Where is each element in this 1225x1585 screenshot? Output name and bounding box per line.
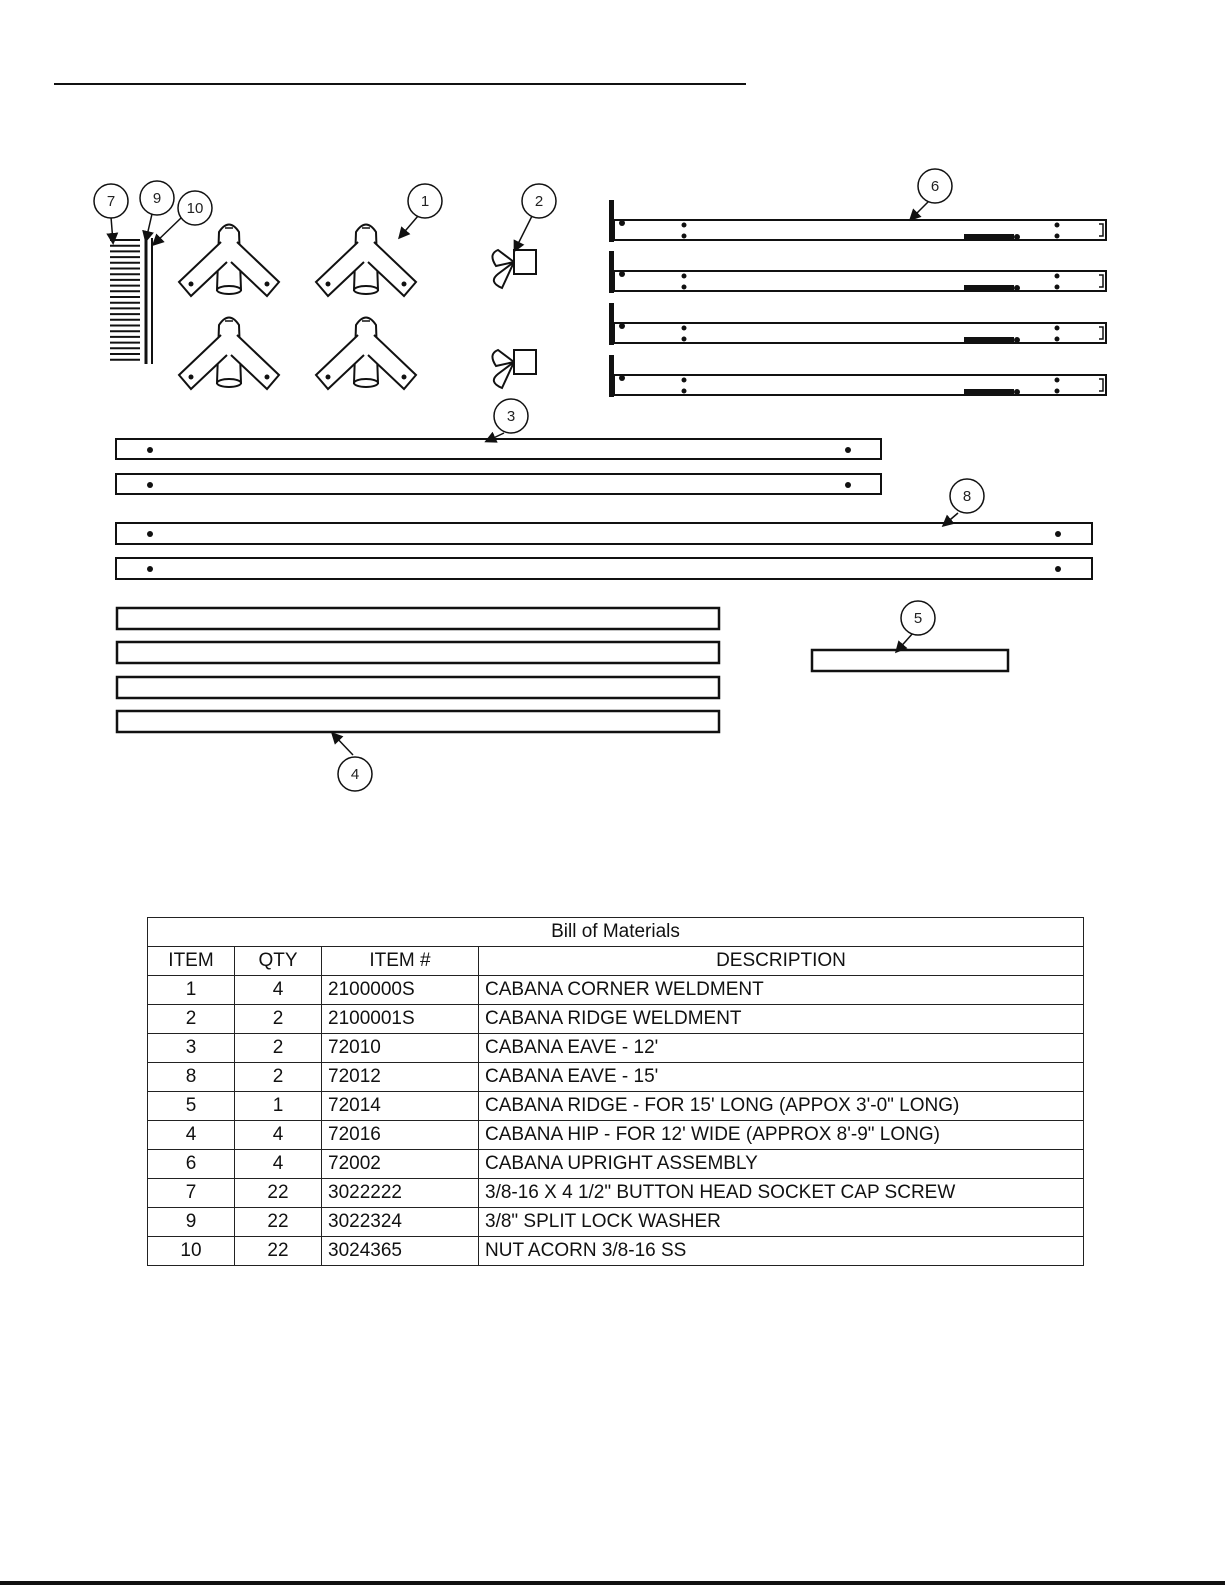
cell-item: 10 [148, 1237, 235, 1266]
ridge-bar [812, 650, 1008, 671]
cell-qty: 22 [235, 1237, 322, 1266]
cell-item: 4 [148, 1121, 235, 1150]
cell-item-number: 3022324 [322, 1208, 479, 1237]
table-row [148, 1150, 1084, 1179]
cell-description: CABANA EAVE - 15' [479, 1063, 1084, 1092]
table-row [148, 1121, 1084, 1150]
eave-15 [116, 523, 1092, 579]
col-header-description: DESCRIPTION [479, 947, 1084, 976]
callout-9: 9 [152, 190, 162, 207]
callout-7: 7 [106, 193, 116, 210]
cell-description: 3/8-16 X 4 1/2" BUTTON HEAD SOCKET CAP SCREW [479, 1179, 1084, 1208]
corner-weldment-1 [179, 225, 279, 297]
callout-6: 6 [930, 178, 940, 195]
cell-qty: 4 [235, 976, 322, 1005]
cell-description: CABANA HIP - FOR 12' WIDE (APPROX 8'-9" LONG) [479, 1121, 1084, 1150]
cell-item: 2 [148, 1005, 235, 1034]
corner-weldment-4 [316, 318, 416, 390]
cell-item: 5 [148, 1092, 235, 1121]
callout-8: 8 [962, 488, 972, 505]
col-header-item-number: ITEM # [322, 947, 479, 976]
ridge-weldment-2 [492, 350, 536, 388]
cell-item-number: 2100000S [322, 976, 479, 1005]
cell-item: 8 [148, 1063, 235, 1092]
cell-qty: 2 [235, 1063, 322, 1092]
footer-rule [0, 1581, 1225, 1585]
cell-description: CABANA CORNER WELDMENT [479, 976, 1084, 1005]
table-row [148, 1208, 1084, 1237]
cell-description: CABANA RIDGE WELDMENT [479, 1005, 1084, 1034]
cell-qty: 2 [235, 1034, 322, 1063]
upright-4 [609, 355, 1106, 397]
cell-qty: 22 [235, 1208, 322, 1237]
cell-item: 9 [148, 1208, 235, 1237]
cell-qty: 4 [235, 1121, 322, 1150]
table-row [148, 1237, 1084, 1266]
callout-10: 10 [186, 200, 204, 217]
col-header-item: ITEM [148, 947, 235, 976]
bom-title: Bill of Materials [148, 918, 1084, 947]
table-row [148, 1034, 1084, 1063]
upright-2 [609, 251, 1106, 293]
cell-description: CABANA RIDGE - FOR 15' LONG (APPOX 3'-0" LONG) [479, 1092, 1084, 1121]
fastener-bundle [110, 238, 152, 364]
cell-item-number: 72002 [322, 1150, 479, 1179]
eave-12 [116, 439, 881, 494]
cell-description: CABANA UPRIGHT ASSEMBLY [479, 1150, 1084, 1179]
cell-qty: 1 [235, 1092, 322, 1121]
cell-item-number: 72016 [322, 1121, 479, 1150]
hip-bars [117, 608, 719, 732]
cell-description: CABANA EAVE - 12' [479, 1034, 1084, 1063]
table-row [148, 1179, 1084, 1208]
cell-item-number: 3022222 [322, 1179, 479, 1208]
table-row [148, 1092, 1084, 1121]
cell-item: 7 [148, 1179, 235, 1208]
upright-1 [609, 200, 1106, 242]
callout-4: 4 [350, 766, 360, 783]
callout-2: 2 [534, 193, 544, 210]
cell-item: 6 [148, 1150, 235, 1179]
cell-item: 3 [148, 1034, 235, 1063]
corner-weldment-3 [179, 318, 279, 390]
callout-5: 5 [913, 610, 923, 627]
bill-of-materials-table [147, 917, 1084, 1266]
cell-qty: 22 [235, 1179, 322, 1208]
cell-item-number: 72014 [322, 1092, 479, 1121]
callout-3: 3 [506, 408, 516, 425]
ridge-weldment-1 [492, 250, 536, 288]
cell-qty: 4 [235, 1150, 322, 1179]
cell-qty: 2 [235, 1005, 322, 1034]
upright-3 [609, 303, 1106, 345]
cell-description: 3/8" SPLIT LOCK WASHER [479, 1208, 1084, 1237]
cell-description: NUT ACORN 3/8-16 SS [479, 1237, 1084, 1266]
cell-item-number: 2100001S [322, 1005, 479, 1034]
table-row [148, 1063, 1084, 1092]
cell-item-number: 72010 [322, 1034, 479, 1063]
callout-1: 1 [420, 193, 430, 210]
table-row [148, 976, 1084, 1005]
col-header-qty: QTY [235, 947, 322, 976]
cell-item-number: 72012 [322, 1063, 479, 1092]
cell-item-number: 3024365 [322, 1237, 479, 1266]
cell-item: 1 [148, 976, 235, 1005]
table-row [148, 1005, 1084, 1034]
